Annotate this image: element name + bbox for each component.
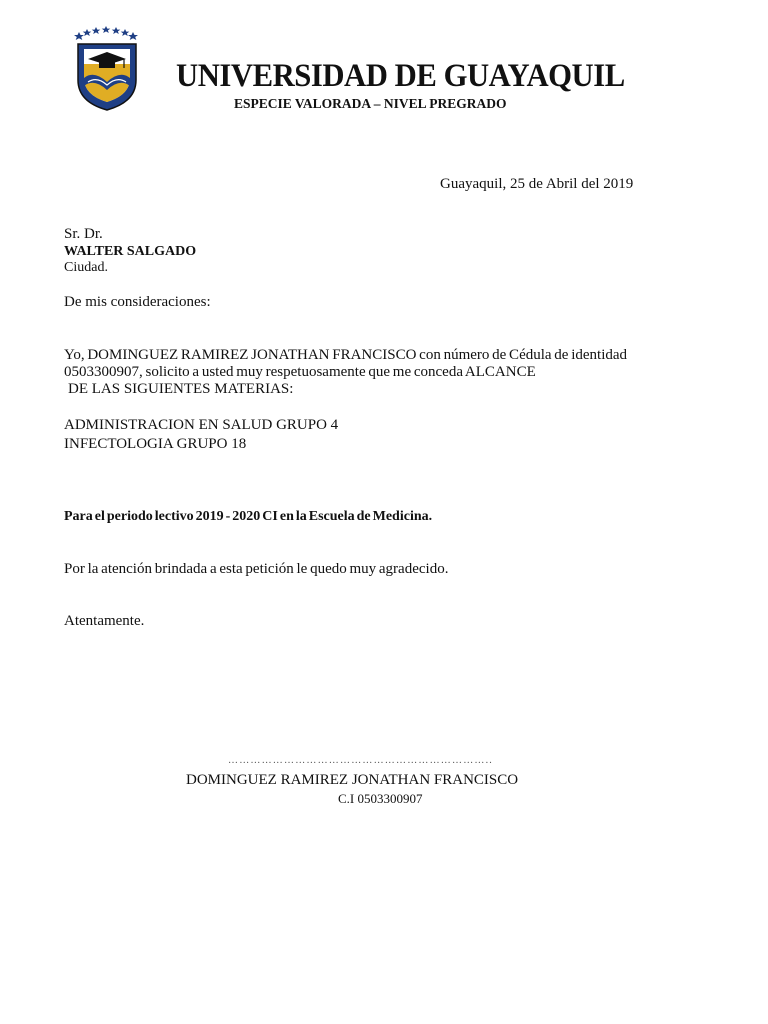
letterhead-subtitle: ESPECIE VALORADA – NIVEL PREGRADO <box>234 96 507 111</box>
letter-date: Guayaquil, 25 de Abril del 2019 <box>440 176 634 192</box>
greeting: De mis consideraciones: <box>64 294 211 310</box>
signature-line: …………………………………………………………….. <box>228 755 493 766</box>
thanks-line: Por la atención brindada a esta petición le quedo muy agradecido. <box>64 561 449 577</box>
closing: Atentamente. <box>64 613 145 629</box>
period-statement: Para el periodo lectivo 2019 - 2020 CI en la Escuela de Medicina. <box>64 509 433 524</box>
signer-name: DOMINGUEZ RAMIREZ JONATHAN FRANCISCO <box>186 772 519 788</box>
body-line-3: DE LAS SIGUIENTES MATERIAS: <box>68 381 294 397</box>
body-line-1: Yo, DOMINGUEZ RAMIREZ JONATHAN FRANCISCO con número de Cédula de identidad <box>64 347 628 363</box>
recipient-title: Sr. Dr. <box>64 226 103 242</box>
body-line-2: 0503300907, solicito a usted muy respetuosamente que me conceda ALCANCE <box>64 364 536 380</box>
recipient-name: WALTER SALGADO <box>64 244 197 259</box>
subject-item: ADMINISTRACION EN SALUD GRUPO 4 <box>64 417 339 433</box>
university-name: UNIVERSIDAD DE GUAYAQUIL <box>176 58 625 94</box>
signer-id: C.I 0503300907 <box>338 791 423 806</box>
university-crest-icon <box>70 22 144 112</box>
subject-item: INFECTOLOGIA GRUPO 18 <box>64 436 247 452</box>
recipient-city: Ciudad. <box>64 260 108 275</box>
